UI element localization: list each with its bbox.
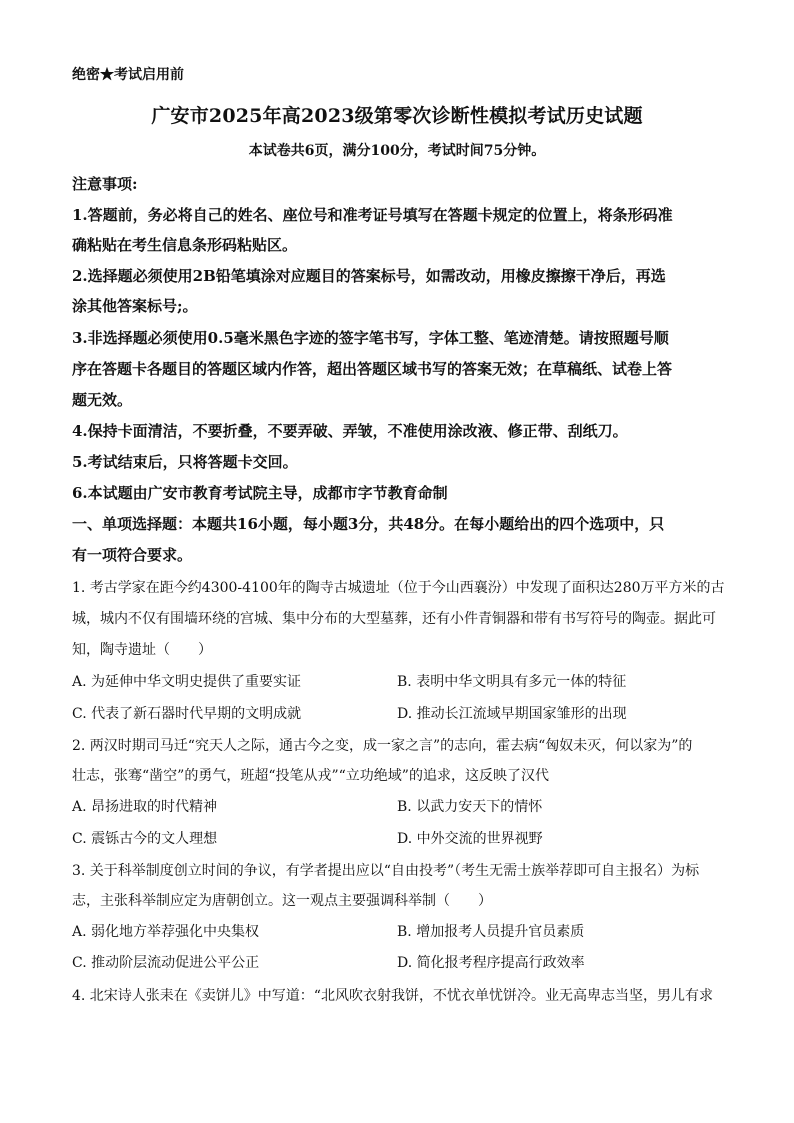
note-line: 4.保持卡面清洁，不要折叠，不要弄破、弄皱，不准使用涂改液、修正带、刮纸刀。 (72, 422, 628, 440)
note-line: 1.答题前，务必将自己的姓名、座位号和准考证号填写在答题卡规定的位置上，将条形码准 (72, 206, 673, 224)
note-line: 6.本试题由广安市教育考试院主导，成都市字节教育命制 (72, 484, 448, 502)
question-3-text: 志，主张科举制应定为唐朝创立。这一观点主要强调科举制（ ） (72, 893, 492, 909)
confidential-label: 绝密★考试启用前 (72, 67, 184, 83)
question-4-text: 4. 北宋诗人张耒在《卖饼儿》中写道：“北风吹衣射我饼，不忧衣单忧饼冷。业无高卑志当坚，男儿有求 (72, 988, 713, 1004)
exam-title: 广安市2025年高2023级第零次诊断性模拟考试历史试题 (151, 105, 643, 127)
question-1-option-a: A. 为延伸中华文明史提供了重要实证 (72, 674, 302, 690)
note-line: 5.考试结束后，只将答题卡交回。 (72, 453, 298, 471)
question-3-option-c: C. 推动阶层流动促进公平公正 (72, 955, 260, 971)
note-line: 序在答题卡各题目的答题区域内作答，超出答题区域书写的答案无效；在草稿纸、试卷上答 (72, 360, 673, 378)
section-heading: 一、单项选择题：本题共16小题，每小题3分，共48分。在每小题给出的四个选项中，只 (72, 515, 665, 533)
question-2-option-c: C. 震铄古今的文人理想 (72, 831, 218, 847)
question-3-option-b: B. 增加报考人员提升官员素质 (397, 924, 585, 940)
question-2-option-a: A. 昂扬进取的时代精神 (72, 799, 218, 815)
question-2-option-d: D. 中外交流的世界视野 (397, 831, 543, 847)
question-2-text: 2. 两汉时期司马迁“究天人之际，通古今之变，成一家之言”的志向，霍去病“匈奴未灭，何以家为”的 (72, 738, 693, 754)
question-1-text: 1. 考古学家在距今约4300-4100年的陶寺古城遗址（位于今山西襄汾）中发现了面积达280万平方米的古 (72, 580, 725, 596)
section-heading: 有一项符合要求。 (72, 546, 193, 564)
question-3-text: 3. 关于科举制度创立时间的争议，有学者提出应以“自由投考”（考生无需士族举荐即可自主报名）为标 (72, 863, 700, 879)
note-line: 确粘贴在考生信息条形码粘贴区。 (72, 236, 298, 254)
question-1-text: 知，陶寺遗址（ ） (72, 642, 212, 658)
note-line: 3.非选择题必须使用0.5毫米黑色字迹的签字笔书写，字体工整、笔迹清楚。请按照题号顺 (72, 329, 669, 347)
question-3-option-a: A. 弱化地方举荐强化中央集权 (72, 924, 260, 940)
exam-subtitle: 本试卷共6页，满分100分，考试时间75分钟。 (248, 143, 546, 159)
question-1-option-c: C. 代表了新石器时代早期的文明成就 (72, 706, 302, 722)
question-1-text: 城，城内不仅有围墙环绕的宫城、集中分布的大型墓葬，还有小件青铜器和带有书写符号的陶壶。据此可 (72, 611, 716, 627)
question-1-option-d: D. 推动长江流域早期国家雏形的出现 (397, 706, 627, 722)
notes-heading: 注意事项: (72, 175, 138, 193)
question-1-option-b: B. 表明中华文明具有多元一体的特征 (397, 674, 627, 690)
note-line: 题无效。 (72, 391, 133, 409)
note-line: 2.选择题必须使用2B铅笔填涂对应题目的答案标号，如需改动，用橡皮擦擦干净后，再选 (72, 267, 666, 285)
question-3-option-d: D. 简化报考程序提高行政效率 (397, 955, 585, 971)
note-line: 涂其他答案标号;。 (72, 297, 198, 315)
question-2-option-b: B. 以武力安天下的情怀 (397, 799, 543, 815)
question-2-text: 壮志，张骞“凿空”的勇气，班超“投笔从戎”“立功绝域”的追求，这反映了汉代 (72, 768, 549, 784)
